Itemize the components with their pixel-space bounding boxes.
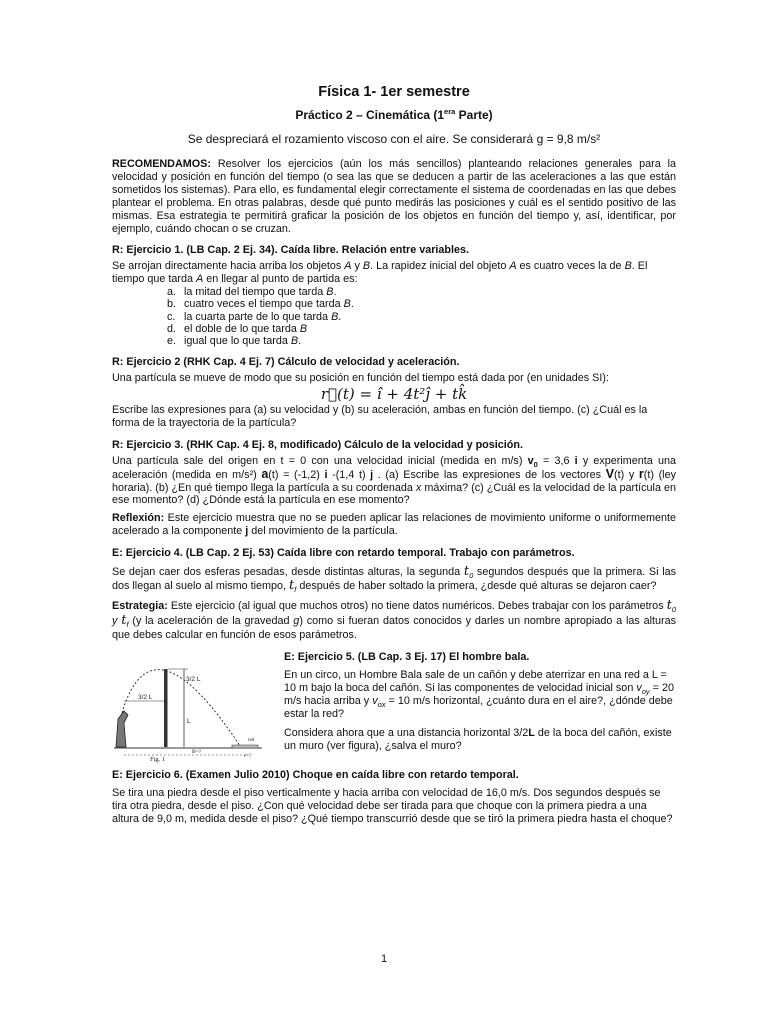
text-run: de la boca del cañón, existe un muro (ver figura), ¿salva el muro? <box>284 726 672 752</box>
var-vox-sub: ox <box>377 699 386 709</box>
text-run: -(1,4 t) <box>327 468 371 481</box>
exercise-5-paragraph-2 <box>284 727 676 753</box>
var-a: A <box>196 273 204 286</box>
exercise-1-statement <box>112 260 676 286</box>
exercise-3-heading: R: Ejercicio 3. (RHK Cap. 4 Ej. 8, modificado) Cálculo de la velocidad y posición. <box>112 438 523 451</box>
exercise-5 <box>112 651 676 763</box>
exercise-2-question: Escribe las expresiones para (a) su velocidad y (b) su aceleración, ambas en función del tiempo. (c) ¿Cuál es la forma de la trayectoria de la partícula? <box>112 403 648 429</box>
text-run: . La rapidez inicial del objeto <box>370 260 510 273</box>
text-run: = 10 m/s horizontal, ¿cuánto dura en el aire?, ¿dónde debe estar la red? <box>284 694 673 720</box>
text-run: máxima? (c) ¿Cuál es la velocidad de la partícula en ese momento? (d) ¿Dónde está la partícula en ese momento? <box>112 481 676 507</box>
reflection-label: Reflexión: <box>112 512 165 525</box>
var-a: A <box>344 260 352 273</box>
exercise-2 <box>112 356 676 430</box>
document-subtitle <box>112 108 676 122</box>
var-g: g <box>293 614 300 627</box>
label-32l-vertical: 3/2 L <box>186 676 201 684</box>
text-run: y experimenta una aceleración (medida en m/s²) <box>112 454 676 481</box>
option-item <box>167 322 676 335</box>
exercise-3-reflection <box>112 512 676 538</box>
var-t0: t <box>463 564 470 580</box>
var-b: B <box>299 322 308 335</box>
var-voy: v <box>636 681 642 694</box>
option-text: la mitad del tiempo que tarda <box>184 286 327 299</box>
var-t0-sub: 0 <box>671 605 676 615</box>
text-run: Una partícula sale del origen en t = 0 con una velocidad inicial (medida en m/s) <box>112 454 528 467</box>
net-shape <box>232 745 258 748</box>
label-fig: Fig. 1 <box>150 756 166 764</box>
exercise-3 <box>112 439 676 538</box>
var-voy-sub: oy <box>641 687 650 697</box>
label-r: r=? <box>244 754 251 760</box>
text-run: y <box>351 260 363 273</box>
var-v0-sub: 0 <box>533 459 538 469</box>
var-t0-sub: 0 <box>469 571 474 581</box>
exercise-5-paragraph-1 <box>284 669 676 721</box>
label-b: B=? <box>192 749 202 756</box>
exercise-5-text <box>284 651 676 752</box>
exercise-1-options <box>112 286 676 347</box>
text-run: (t) y <box>614 468 639 481</box>
position-equation: r⃗(t) = î + 4t²ĵ + tk̂ <box>320 384 468 403</box>
var-tf-sub: f <box>126 619 129 629</box>
text-run: . (a) Escribe las expresiones de los vectores <box>373 468 606 481</box>
var-b: B <box>343 298 351 311</box>
exercise-4-statement <box>112 565 676 593</box>
label-red: red <box>248 738 255 744</box>
text-run: y <box>112 614 122 627</box>
text-run: (y la aceleración de la gravedad <box>128 614 294 627</box>
subtitle-sup: era <box>444 107 456 116</box>
exercise-6-heading: E: Ejercicio 6. (Examen Julio 2010) Choque en caída libre con retardo temporal. <box>112 769 519 782</box>
subtitle-text-end: Parte) <box>455 108 493 122</box>
exercise-4 <box>112 547 676 642</box>
var-r: r <box>638 466 644 481</box>
option-end: . <box>350 298 354 311</box>
var-tf: t <box>289 578 295 594</box>
var-b: B <box>326 286 334 299</box>
option-letter: d. <box>167 322 177 335</box>
option-item <box>167 334 676 347</box>
text-run: del movimiento de la partícula. <box>248 525 398 538</box>
option-item <box>167 286 676 299</box>
text-run: = 3,6 <box>537 454 575 467</box>
subtitle-text: Práctico 2 – Cinemática (1 <box>295 108 445 122</box>
option-text: cuatro veces el tiempo que tarda <box>184 298 344 311</box>
option-letter: a. <box>167 286 177 299</box>
label-32l-horizontal: 3/2 L <box>138 694 153 702</box>
text-run: es cuatro veces la de <box>516 260 625 273</box>
unit-vector-i: i <box>574 454 578 467</box>
strategy-label: Estrategia: <box>112 600 168 613</box>
text-run: . El tiempo que tarda <box>112 260 648 286</box>
text-run: Este ejercicio muestra que no se pueden aplicar las relaciones de movimiento uniforme o uniformemente acelerado a la componente <box>112 512 676 538</box>
exercise-2-heading: R: Ejercicio 2 (RHK Cap. 4 Ej. 7) Cálculo de velocidad y aceleración. <box>112 356 460 369</box>
exercise-5-heading: E: Ejercicio 5. (LB Cap. 3 Ej. 17) El hombre bala. <box>284 651 530 664</box>
recommendations-paragraph <box>112 158 676 235</box>
var-a: A <box>509 260 517 273</box>
exercise-6 <box>112 769 676 826</box>
document-page <box>112 84 676 835</box>
exercise-6-text: Se tira una piedra desde el piso verticalmente y hacia arriba con velocidad de 16,0 m/s. Dos segundos después se tira otra piedra, desde el piso. ¿Con qué velocidad debe ser tirada para que choque con la primera piedra a una altura de 9,0 m, medida desde el piso? ¿Qué tiempo transcurrió desde que se tiró la primera piedra hasta el choque? <box>112 786 673 825</box>
text-run: (t) (ley horaria). (b) ¿En qué tiempo llega la partícula a su coordenada <box>112 468 676 494</box>
trajectory-curve <box>122 670 242 749</box>
text-run: después de haber soltado la primera, ¿desde qué alturas se dejaron caer? <box>296 580 657 593</box>
var-vox: v <box>372 694 378 707</box>
var-x: x <box>415 481 422 494</box>
var-v: V <box>605 466 615 481</box>
text-run: Se arrojan directamente hacia arriba los objetos <box>112 260 345 273</box>
option-text: el doble de lo que tarda <box>184 322 300 335</box>
text-run: Se dejan caer dos esferas pesadas, desde distintas alturas, la segunda <box>112 566 464 579</box>
human-cannonball-figure <box>112 651 272 763</box>
text-run: ) como si fueran datos conocidos y darles un nombre apropiado a las alturas que debes calcular en función de esos parámetros. <box>112 614 676 641</box>
exercise-4-heading: E: Ejercicio 4. (LB Cap. 2 Ej. 53) Caída libre con retardo temporal. Trabajo con parámetros. <box>112 547 575 560</box>
var-l: L <box>528 726 535 739</box>
recommendations-section <box>112 158 676 235</box>
var-a: a <box>261 466 269 481</box>
text-run: Considera ahora que a una distancia horizontal 3/2 <box>284 726 529 739</box>
unit-vector-i: i <box>324 468 328 481</box>
recommendations-text: Resolver los ejercicios (aún los más sencillos) planteando relaciones generales para la velocidad y posición en función del tiempo (o sea las que se deducen a partir de las aceleraciones a las que están sometidos los sistemas). Para ello, es fundamental elegir correctamente el sistema de coordenadas en las que debes plantear el problema. En otras palabras, desde qué punto medirás las posiciones y cuál es el sentido positivo de las mismas. Esa estrategia te permitirá graficar la posición de los objetos en función del tiempo y, así, identificar, por ejemplo, cuándo chocan o se cruzan. <box>112 158 676 235</box>
option-end: . <box>338 310 342 323</box>
document-title: Física 1- 1er semestre <box>318 84 470 100</box>
option-letter: b. <box>167 298 177 311</box>
unit-vector-j: j <box>370 468 374 481</box>
exercise-1-heading: R: Ejercicio 1. (LB Cap. 2 Ej. 34). Caída libre. Relación entre variables. <box>112 244 470 257</box>
var-b: B <box>362 260 371 273</box>
unit-vector-j: j <box>245 525 249 538</box>
var-b: B <box>290 334 299 347</box>
var-v0: v <box>527 454 534 467</box>
assumptions-note: Se despreciará el rozamiento viscoso con el aire. Se considerará g = 9,8 m/s² <box>187 132 601 146</box>
option-item <box>167 310 676 323</box>
var-b: B <box>331 310 339 323</box>
var-b: B <box>624 260 632 273</box>
option-item <box>167 298 676 311</box>
page-number: 1 <box>380 953 388 965</box>
exercise-1 <box>112 244 676 347</box>
text-run: = 20 m/s hacia arriba y <box>284 681 674 707</box>
recommendations-label: RECOMENDAMOS: <box>112 158 211 170</box>
text-run: Este ejercicio (al igual que muchos otros) no tiene datos numéricos. Debes trabajar con los parámetros <box>167 600 667 613</box>
option-text: la cuarta parte de lo que tarda <box>184 310 332 323</box>
text-run: segundos después que la primera. Si las dos llegan al suelo al mismo tiempo, <box>112 566 676 593</box>
label-l: L <box>187 718 191 726</box>
option-end: . <box>333 286 337 299</box>
option-text: igual que lo que tarda <box>184 334 291 347</box>
var-t0: t <box>666 598 672 614</box>
var-tf-sub: f <box>294 585 297 595</box>
option-letter: e. <box>167 334 177 347</box>
text-run: (t) = (-1,2) <box>268 468 325 481</box>
var-tf: t <box>121 612 127 628</box>
option-letter: c. <box>167 310 176 323</box>
exercise-3-statement <box>112 455 676 508</box>
text-run: En un circo, un Hombre Bala sale de un cañón y debe aterrizar en una red a L = 10 m bajo la boca del cañón. Si las componentes de velocidad inicial son <box>284 668 667 694</box>
exercise-4-strategy <box>112 599 676 642</box>
cannon-icon <box>116 711 128 747</box>
option-end: . <box>298 334 302 347</box>
exercise-2-intro: Una partícula se mueve de modo que su posición en función del tiempo está dada por (en unidades SI): <box>112 372 609 385</box>
text-run: en llegar al punto de partida es: <box>203 273 358 286</box>
wall-shape <box>164 669 168 747</box>
